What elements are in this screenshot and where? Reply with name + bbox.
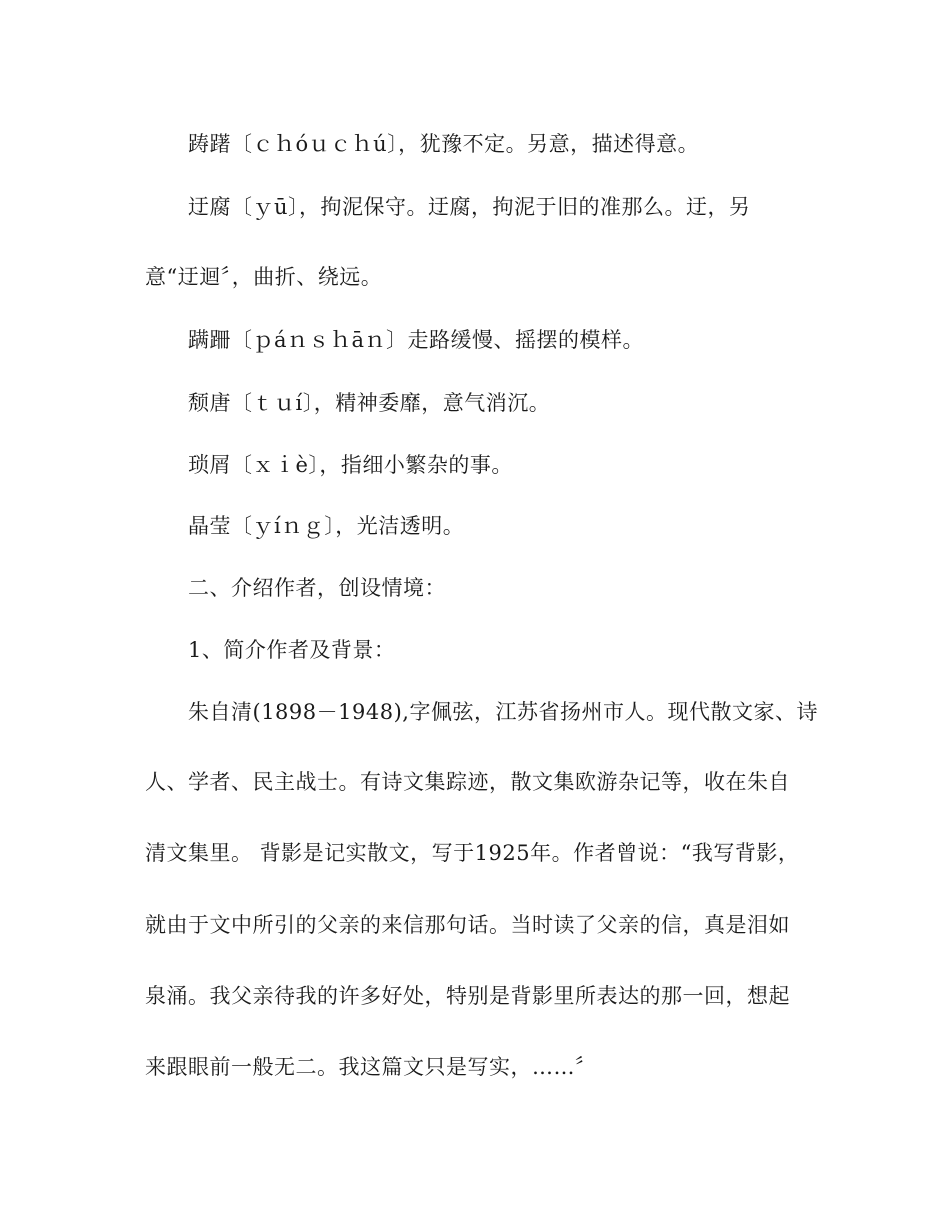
- vocab-line-chouchu: 踌躇〔ｃｈóｕｃｈú〕，犹豫不定。另意，描述得意。: [188, 132, 700, 156]
- section-heading: 二、介绍作者，创设情境：: [188, 576, 446, 600]
- author-bio-line-2: 人、学者、民主战士。有诗文集踪迹，散文集欧游杂记等，收在朱自: [145, 770, 790, 794]
- author-bio-line-4: 就由于文中所引的父亲的来信那句话。当时读了父亲的信，真是泪如: [145, 913, 790, 937]
- vocab-line-suoxie: 琐屑〔ｘｉè〕，指细小繁杂的事。: [188, 453, 513, 477]
- subsection-heading: 1、简介作者及背景：: [188, 638, 396, 662]
- author-bio-line-5: 泉涌。我父亲待我的许多好处，特别是背影里所表达的那一回，想起: [145, 984, 790, 1008]
- author-bio-line-3: 清文集里。 背影是记实散文，写于1925年。作者曾说：“我写背影，: [145, 841, 800, 865]
- vocab-line-tuitang: 颓唐〔ｔｕí〕，精神委靡，意气消沉。: [188, 391, 551, 415]
- author-bio-line-1: 朱自清(1898－1948),字佩弦，江苏省扬州市人。现代散文家、诗: [188, 700, 818, 724]
- vocab-line-yufu-continued: 意“迂迴〞，曲折、绕远。: [145, 265, 383, 289]
- vocab-line-yufu: 迂腐〔ｙū〕，拘泥保守。迂腐，拘泥于旧的准那么。迂，另: [188, 195, 751, 219]
- vocab-line-panshan: 蹒跚〔ｐáｎｓｈāｎ〕走路缓慢、摇摆的模样。: [188, 328, 645, 352]
- vocab-line-jingying: 晶莹〔ｙíｎｇ〕，光洁透明。: [188, 514, 465, 538]
- author-bio-line-6: 来跟眼前一般无二。我这篇文只是写实，……〞: [145, 1055, 597, 1079]
